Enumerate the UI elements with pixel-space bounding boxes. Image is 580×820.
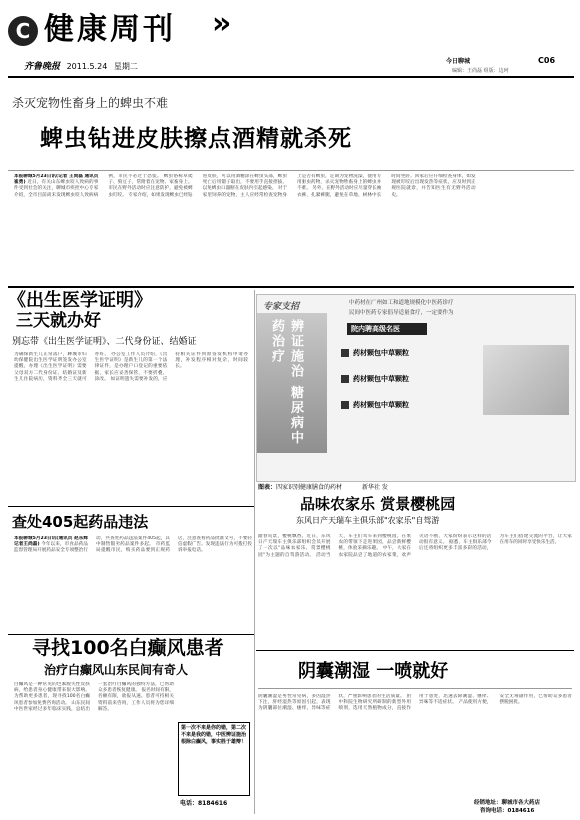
lead-story-paragraph: 专家介绍，如果发现蜱虫已经钻进皮肤，可以用酒精涂在蜱虫头部，蜱虫死亡后用镊子取出，不要用手直接捏拔，以免蜱虫口器断在皮肤内引起感染。 <box>128 174 287 198</box>
story4-headline: 寻找100名白癫风患者 <box>32 637 224 659</box>
story5-paragraph: 活动当天，车主们驾车来到樱桃园，在果农的带领下走进果园，品尝新鲜樱桃，体验采摘乐趣。 <box>316 534 411 558</box>
story3-paragraph: 市药监局提醒市民，购买药品要到正规药店，注意查看药品批准文号，不要轻信虚假广告。发现违法行为可拨打投诉举报电话。 <box>96 536 252 554</box>
story2-paragraph: 为确保新生儿正常落户，聊城市妇幼保健院出生医学证明签发办公室提醒，办理《出生医学证明》需要父母双方二代身份证、结婚证及新生儿住院病历，资料齐全三天就可办好。 <box>14 352 110 382</box>
ad-bullet-label: 药材颗包中草颗粒 <box>353 401 409 409</box>
story5-body <box>258 534 572 646</box>
lead-story-paragraph: 近日，有关山东蜱虫咬人致病的事件受到社会的关注，聊城市疾控中心专家介绍，全市目前尚未发现蜱虫咬人致病病例，市民不必过于恐慌。 <box>14 174 162 198</box>
lead-story-kicker: 杀灭宠物性畜身上的蜱虫不难 <box>12 96 169 110</box>
story5-paragraph: 踏春赏景，樱桃飘香。近日，东风日产天瑞车主俱乐部组织会员开展了一次以"品味农家乐、赏景樱桃园"为主题的自驾游活动。 <box>258 534 331 558</box>
story3-paragraph: 今年以来，市食品药品监督管理局开展药品安全专项整治行动，共查处药品违法案件405起，其中制售假劣药品案件多起。 <box>14 536 170 554</box>
ad-caption-text: 四家识别健康膳食的药材 <box>276 484 343 491</box>
story4-paragraph: 报名时间有限，名额有限，欲报从速。患者可持相关资料前来咨询，工作人员将为您详细解答。 <box>98 688 174 712</box>
story4-subhead: 治疗白癫风山东民间有奇人 <box>44 663 189 677</box>
newspaper-name: 齐鲁晚报 <box>24 62 61 72</box>
lead-story-byline: 本报聊城5月23日讯(记者 王尚磊 通讯员 崔勇) <box>14 174 99 186</box>
story2-headline: 三天就办好 <box>16 311 101 331</box>
story6-headline: 阴囊潮湿 一喷就好 <box>298 661 449 682</box>
story3-byline: 本报聊城5月23日讯(通讯员 赵东辉 记者王尚磊) <box>14 536 88 548</box>
story3-bottom-rule <box>8 634 254 635</box>
lead-story-paragraph: 另外，在野外活动时应尽量穿长袖衣裤，扎紧裤腿，避免在草地、树林中长时间坐卧。回家后应仔细检查身体，如发现被叮咬后出现发热等症状，应及时到正规医院就诊，并告知医生有无野外活动史。 <box>296 174 476 198</box>
ad-top-line: 中药材在广州如工和道地规模化中医药诊疗 <box>349 300 454 306</box>
lead-story-headline: 蜱虫钻进皮肤擦点酒精就杀死 <box>40 126 352 152</box>
ad-header-tag: 专家支招 <box>263 302 300 312</box>
masthead-rule <box>8 76 574 78</box>
story4-phone: 电话：8184616 <box>180 800 228 807</box>
issue-date: 2011.5.24 <box>66 62 108 71</box>
story4-paragraph: 山东民间中医世家经过多年临床实践，总结出一套治疗白癫风的独特方法，已帮助众多患者恢复健康。 <box>14 682 174 712</box>
story6-sales-line: 经销地址：聊城市各大药店 <box>474 800 541 806</box>
ad-bullet-label: 药材颗包中草颗粒 <box>353 349 409 357</box>
lead-story-body <box>14 174 570 282</box>
ad-bullet <box>341 375 349 383</box>
ad-vertical-text: 辨证施治 糖尿病中药治疗 <box>269 319 303 446</box>
story6-body <box>258 694 572 800</box>
story2-bottom-rule <box>8 506 254 507</box>
ad-image-panel <box>483 345 569 415</box>
story5-headline: 品味农家乐 赏景樱桃园 <box>300 495 456 513</box>
story6-paragraph: 由中科院生物研究所研制的新型外用喷剂，选用天然植物成分，直接作用于患处，迅速去除潮湿、瘙痒、异味等不适症状。 <box>338 694 492 712</box>
story2-paragraph: 如证明遗失需要补发的，应持相关证件到原签发机构申请办理，补发程序相对复杂，时间较长。 <box>110 352 248 382</box>
story4-boxed-note <box>178 722 250 796</box>
ad-highlight: 院内聘高级名医 <box>351 325 400 333</box>
story6-phone: 咨询电话：0184616 <box>480 808 535 814</box>
lead-story-bottom-rule <box>8 286 574 288</box>
ad-block <box>256 294 576 482</box>
ad-bullet <box>341 349 349 357</box>
story2-paragraph: 办公室工作人员介绍，《出生医学证明》是新生儿的第一个法律证件，是办理户口登记的重要依据，家长应妥善保管，不要折叠、涂改。 <box>94 352 168 382</box>
lead-story-rule <box>8 170 574 171</box>
page-divider-vertical <box>254 290 255 814</box>
story6-paragraph: 产品使用方便，安全无毒副作用，已帮助众多患者摆脱困扰。 <box>458 694 572 706</box>
section-title: 健康周刊 <box>44 12 176 47</box>
section-quote-mark: » <box>212 6 232 41</box>
story2-subhead: 别忘带《出生医学证明》、二代身份证、结婚证 <box>12 337 197 347</box>
story4-body <box>14 682 174 814</box>
ad-bullet <box>341 401 349 409</box>
story6-rule <box>258 688 572 689</box>
lead-story-paragraph: 蜱虫俗称草爬子、狗豆子，常附着在宠物、家畜身上。市民在野外活动时应注意防护，避免被蜱虫叮咬。 <box>108 174 193 198</box>
ad-bullet-label: 药材颗包中草颗粒 <box>353 375 409 383</box>
story2-body <box>14 352 248 502</box>
story5-paragraph: 据悉，车主俱乐部今后还将组织更多丰富多彩的活动，为车主们搭建交流的平台，让大家在用车的同时享受快乐生活。 <box>419 534 572 552</box>
page-number: C06 <box>538 56 556 65</box>
story5-subhead: 东风日产天瑞车主俱乐部"农家乐"自驾游 <box>296 516 440 525</box>
story5-bottom-rule <box>256 650 574 651</box>
issue-weekday: 星期二 <box>113 62 138 71</box>
story2-title: 《出生医学证明》 <box>8 290 152 311</box>
story4-note-text: 第一次不来是你的错，第二次不来是我的错，中医辨证施治根除白癫风，事实胜于雄辩！ <box>181 725 247 745</box>
ad-top-line: 民间中医药专家倡导适量食疗，一定要作为 <box>349 310 454 316</box>
ad-caption <box>258 484 388 492</box>
edition-label: 今日聊城 <box>446 58 471 65</box>
ad-caption-label: 图表： <box>258 484 277 491</box>
ad-caption-author: 新华社 发 <box>361 484 388 491</box>
section-letter: C <box>15 19 31 43</box>
masthead-dateline <box>24 62 138 72</box>
story4-paragraph: 白癫风是一种常见的色素脱失性皮肤病，给患者身心健康带来很大影响。为帮助更多患者，现寻找100名白癫风患者参加免费咨询活动。 <box>14 682 90 706</box>
masthead <box>0 0 580 74</box>
story3-headline: 查处405起药品违法 <box>12 513 149 531</box>
story6-paragraph: 阴囊潮湿是男性常见病，多因湿热下注、肝经湿热等原因引起，表现为阴囊部位潮湿、瘙痒、异味等症状，严重影响患者的生活质量。 <box>258 694 405 712</box>
story5-paragraph: 中午，大家在农家院品尝了地道的农家菜，欢声笑语不断，大家纷纷表示这样的活动很有意义。 <box>338 534 492 558</box>
lead-story-paragraph: 对于家里饲养的宠物，主人应经常检查宠物身上是否有蜱虫，定期为宠物洗澡，使用专用驱虫药物，杀灭宠物牲畜身上的蜱虫并不难。 <box>202 174 382 198</box>
story3-body <box>14 536 252 632</box>
staff-credits: 编辑：王尚磊 组版：边珂 <box>452 68 509 74</box>
